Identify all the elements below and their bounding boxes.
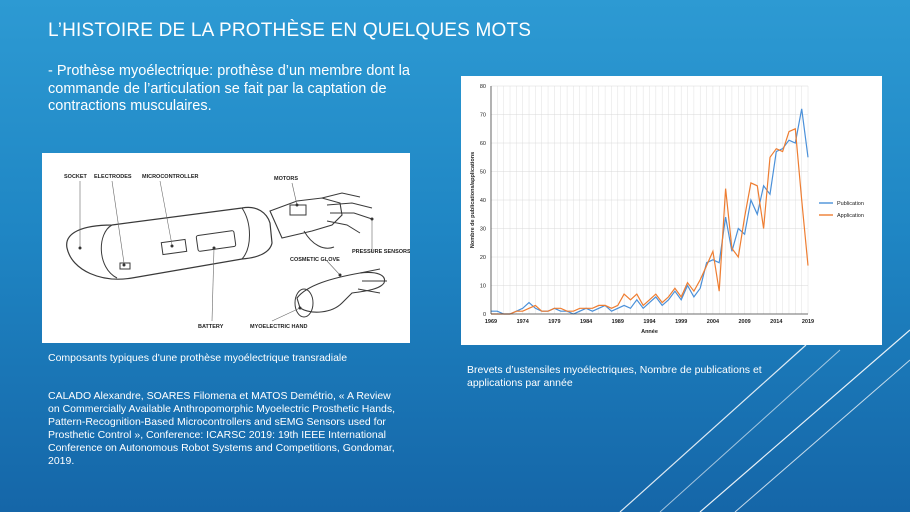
y-tick-label: 20 <box>479 255 486 261</box>
y-tick-label: 40 <box>479 198 486 204</box>
y-tick-label: 50 <box>479 169 486 176</box>
label-electrodes: ELECTRODES <box>94 174 132 180</box>
chart-caption: Brevets d’ustensiles myoélectriques, Nombre de publications et applications par année <box>467 364 762 389</box>
x-tick-label: 1989 <box>611 319 624 325</box>
x-tick-label: 1999 <box>675 319 688 325</box>
x-tick-label: 2019 <box>801 319 815 325</box>
x-tick-label: 1979 <box>548 319 561 325</box>
label-myoelectric-hand: MYOELECTRIC HAND <box>250 324 308 330</box>
label-motors: MOTORS <box>274 176 299 182</box>
label-battery: BATTERY <box>198 324 224 330</box>
label-pressure-sensors: PRESSURE SENSORS <box>352 249 410 255</box>
y-tick-label: 30 <box>479 226 486 233</box>
label-socket: SOCKET <box>64 174 87 180</box>
chart-legend <box>819 201 864 219</box>
y-tick-label: 60 <box>479 141 486 147</box>
diagram-caption: Composants typiques d'une prothèse myoélectrique transradiale <box>48 352 348 364</box>
label-microcontroller: MICROCONTROLLER <box>142 174 199 180</box>
y-axis-label: Nombre de publications/applications <box>470 151 476 249</box>
y-tick-label: 0 <box>482 312 486 318</box>
chart-ticks <box>480 84 814 325</box>
prosthesis-diagram <box>42 153 410 343</box>
y-tick-label: 10 <box>479 283 486 290</box>
legend-label: Application <box>837 213 864 219</box>
x-tick-label: 2004 <box>706 319 720 325</box>
x-tick-label: 1984 <box>579 319 593 325</box>
x-tick-label: 1974 <box>516 319 529 325</box>
definition-bullet: - Prothèse myoélectrique: prothèse d’un membre dont la commande de l’articulation se fait par la captation de contractions musculaires. <box>48 63 410 114</box>
x-tick-label: 1969 <box>484 319 498 325</box>
patents-chart <box>461 76 882 345</box>
label-cosmetic-glove: COSMETIC GLOVE <box>290 257 340 263</box>
x-tick-label: 2014 <box>770 319 783 325</box>
x-tick-label: 1994 <box>643 319 656 325</box>
y-tick-label: 80 <box>479 84 486 90</box>
y-tick-label: 70 <box>479 112 486 119</box>
page-title: L’HISTOIRE DE LA PROTHÈSE EN QUELQUES MOTS <box>48 20 532 41</box>
legend-label: Publication <box>837 201 864 207</box>
x-axis-label: Année <box>641 329 658 335</box>
citation: CALADO Alexandre, SOARES Filomena et MATOS Demétrio, « A Review on Commercially Available Anthropomorphic Myoelectric Prosthetic Hands, Pattern-Recognition-Based Microcontrollers and sEMG Sensors used for Prosthetic Control », Conference: ICARSC 2019: 19th IEEE International Conference on Autonomous Robot Systems and Competitions, Gondomar, 2019. <box>48 390 396 467</box>
prosthesis-illustration <box>42 153 410 343</box>
line-chart <box>461 76 882 345</box>
x-tick-label: 2009 <box>738 319 751 325</box>
